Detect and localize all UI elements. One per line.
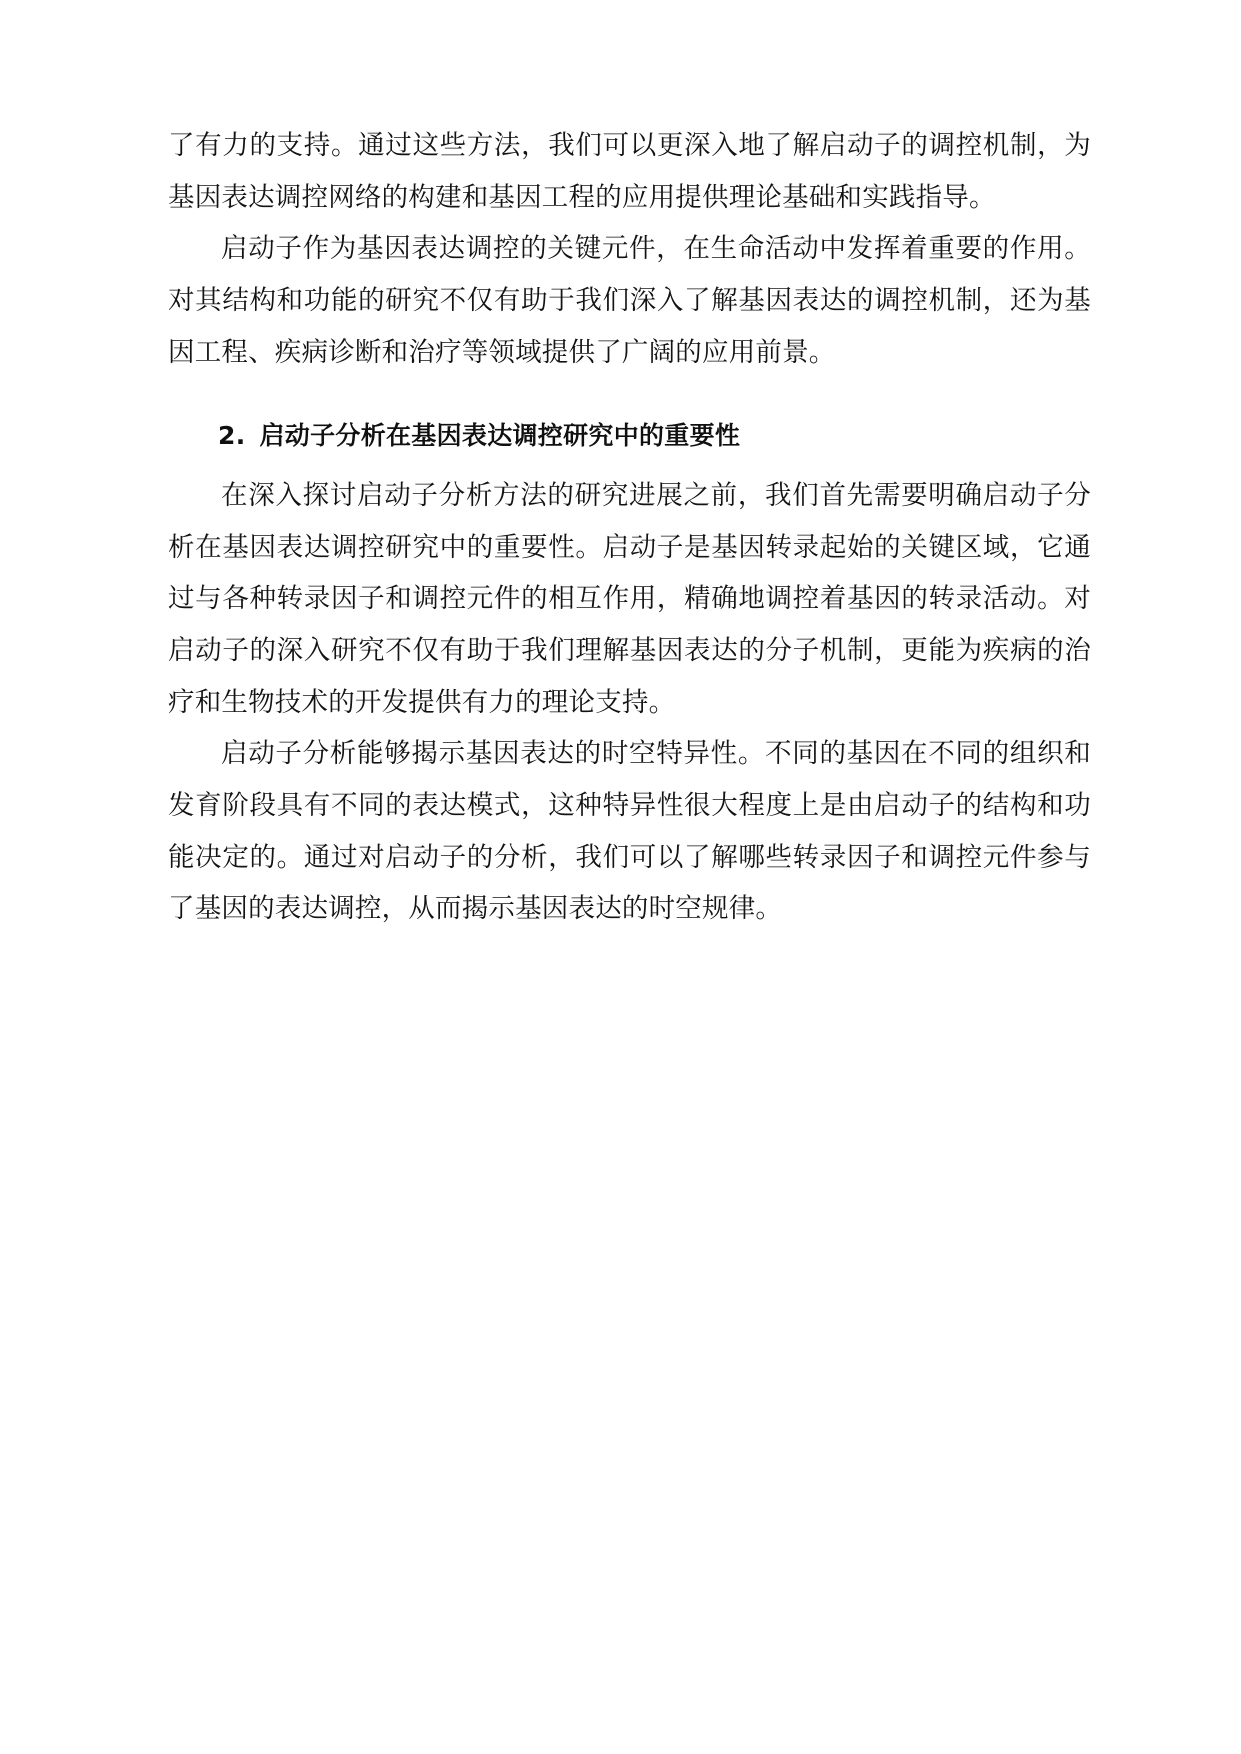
section-number: 2.	[218, 421, 246, 451]
paragraph-importance: 在深入探讨启动子分析方法的研究进展之前，我们首先需要明确启动子分析在基因表达调控研究中的重要性。启动子是基因转录起始的关键区域，它通过与各种转录因子和调控元件的相互作用，精确地调控着基因的转录活动。对启动子的深入研究不仅有助于我们理解基因表达的分子机制，更能为疾病的治疗和生物技术的开发提供有力的理论支持。	[168, 479, 1091, 718]
paragraph-spatiotemporal: 启动子分析能够揭示基因表达的时空特异性。不同的基因在不同的组织和发育阶段具有不同的表达模式，这种特异性很大程度上是由启动子的结构和功能决定的。通过对启动子的分析，我们可以了解哪些转录因子和调控元件参与了基因的表达调控，从而揭示基因表达的时空规律。	[168, 738, 1091, 925]
section-heading-text: 启动子分析在基因表达调控研究中的重要性	[259, 421, 741, 451]
paragraph-continuation: 了有力的支持。通过这些方法，我们可以更深入地了解启动子的调控机制，为基因表达调控网络的构建和基因工程的应用提供理论基础和实践指导。	[168, 130, 1091, 213]
section-heading-2	[168, 412, 1091, 460]
document-body	[168, 120, 1091, 935]
paragraph-promoter-role: 启动子作为基因表达调控的关键元件，在生命活动中发挥着重要的作用。对其结构和功能的研究不仅有助于我们深入了解基因表达的调控机制，还为基因工程、疾病诊断和治疗等领域提供了广阔的应用前景。	[168, 233, 1091, 368]
